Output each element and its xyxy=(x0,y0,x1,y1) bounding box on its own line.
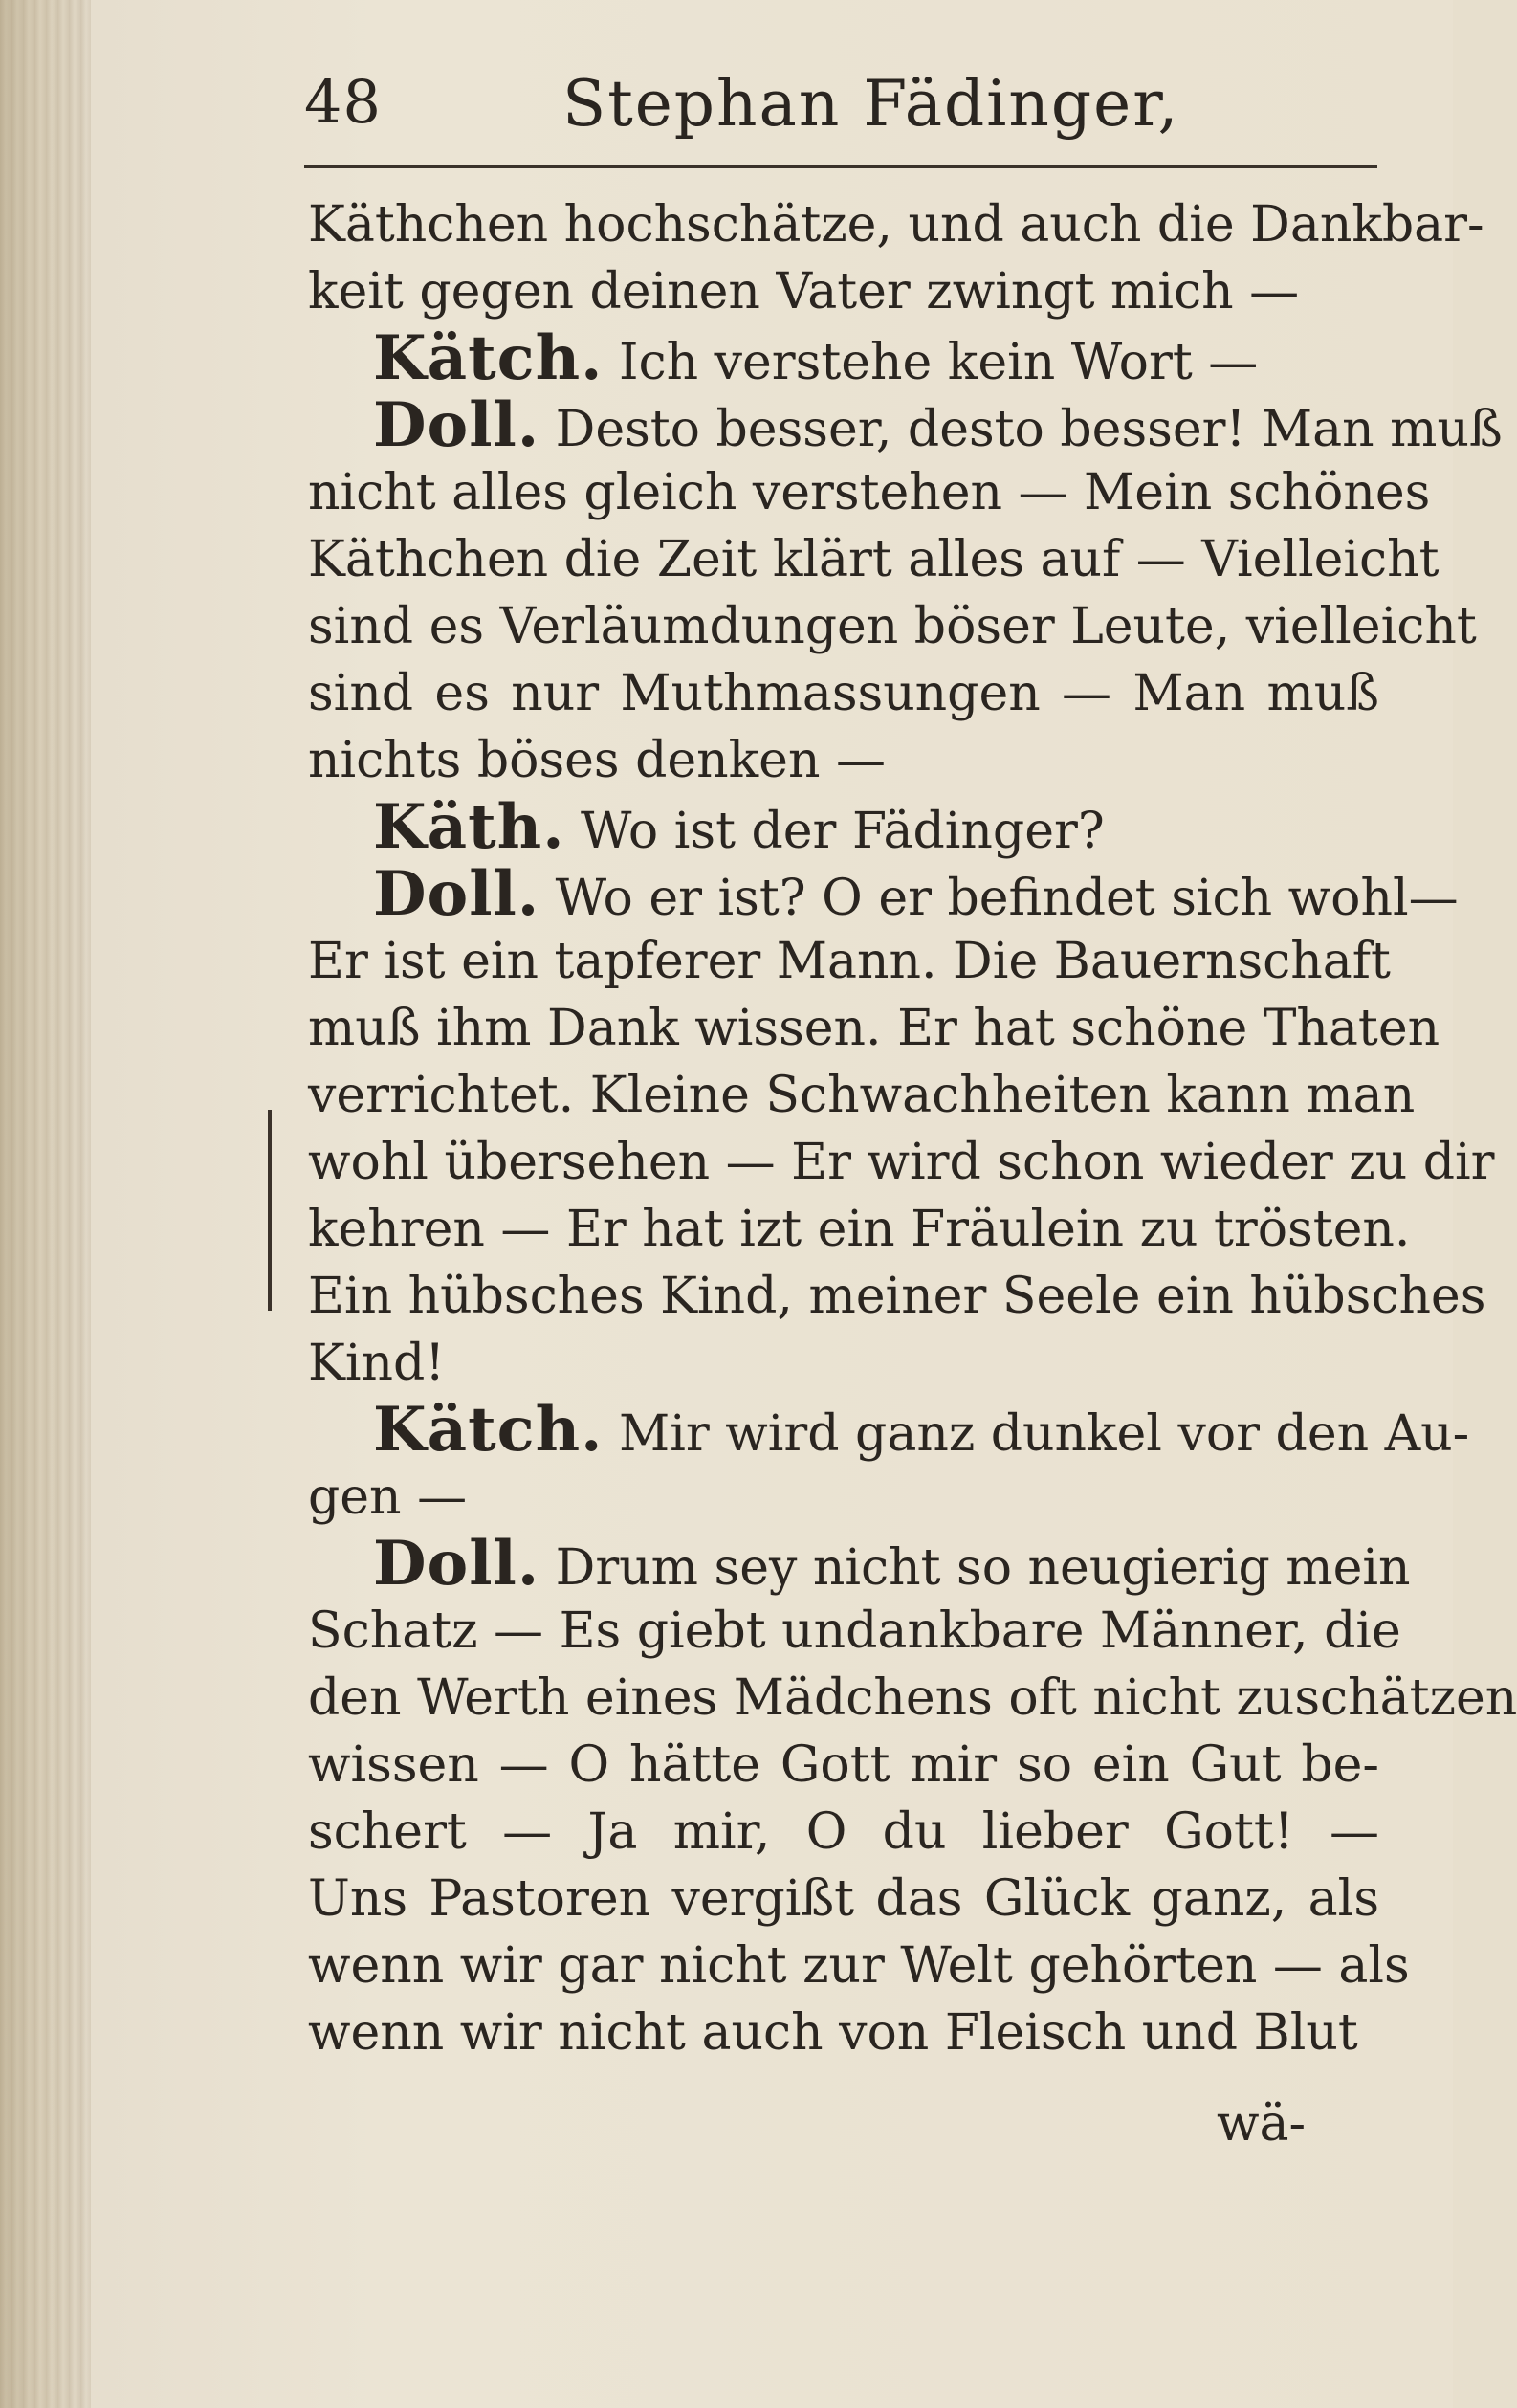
text-line xyxy=(308,660,1379,727)
text-line xyxy=(308,459,1431,526)
line-text: wenn wir gar nicht zur Welt gehörten — als xyxy=(308,1937,1410,1995)
text-line xyxy=(308,1464,1379,1531)
line-text: Uns Pastoren vergißt das Glück ganz, als xyxy=(308,1870,1379,1928)
line-text: wissen — O hätte Gott mir so ein Gut be- xyxy=(308,1736,1379,1794)
speaker-name: Doll. xyxy=(373,858,540,930)
line-text: nicht alles gleich verstehen — Mein schönes xyxy=(308,464,1431,521)
text-line xyxy=(308,1129,1495,1196)
text-line xyxy=(308,1330,1379,1397)
line-text: Käthchen hochschätze, und auch die Dankbar- xyxy=(308,196,1484,254)
margin-bracket xyxy=(268,1110,272,1311)
line-text: Er ist ein tapferer Mann. Die Bauernschaft xyxy=(308,933,1391,990)
line-text: keit gegen deinen Vater zwingt mich — xyxy=(308,263,1300,320)
text-line xyxy=(308,322,1379,394)
line-text: kehren — Er hat izt ein Fräulein zu trösten. xyxy=(308,1201,1411,1258)
text-line xyxy=(308,995,1440,1062)
speaker-name: Kätch. xyxy=(373,1394,604,1466)
text-line xyxy=(308,791,1379,863)
catchword: wä- xyxy=(1217,2095,1307,2153)
line-text: Desto besser, desto besser! Man muß xyxy=(555,401,1503,458)
line-text: den Werth eines Mädchens oft nicht zuschätzen xyxy=(308,1669,1517,1727)
text-line xyxy=(308,1933,1410,1999)
text-line xyxy=(308,1866,1379,1933)
text-line xyxy=(308,1528,1411,1600)
speaker-name: Doll. xyxy=(373,1528,540,1600)
page-number: 48 xyxy=(304,67,382,137)
text-line xyxy=(308,526,1440,593)
binding-gutter xyxy=(0,0,91,2408)
line-text: schert — Ja mir, O du lieber Gott! — xyxy=(308,1803,1379,1861)
line-text: Ein hübsches Kind, meiner Seele ein hübsches xyxy=(308,1268,1486,1325)
header-rule xyxy=(304,165,1377,168)
line-text: sind es Verläumdungen böser Leute, vielleicht xyxy=(308,598,1477,655)
text-line xyxy=(308,928,1391,995)
text-line xyxy=(308,1196,1411,1263)
page-header xyxy=(304,67,1377,153)
text-line xyxy=(308,858,1459,930)
text-line xyxy=(308,727,1379,794)
line-text: wohl übersehen — Er wird schon wieder zu dir xyxy=(308,1134,1495,1191)
line-text: Schatz — Es giebt undankbare Männer, die xyxy=(308,1602,1401,1660)
text-line xyxy=(308,1732,1379,1799)
line-text: Käthchen die Zeit klärt alles auf — Vielleicht xyxy=(308,531,1440,588)
line-text: Wo er ist? O er befindet sich wohl— xyxy=(555,870,1459,927)
line-text: Kind! xyxy=(308,1335,446,1392)
line-text: gen — xyxy=(308,1469,468,1526)
line-text: wenn wir nicht auch von Fleisch und Blut xyxy=(308,2004,1358,2062)
text-line xyxy=(308,389,1503,461)
text-line xyxy=(308,258,1379,325)
text-line xyxy=(308,1394,1470,1466)
text-line xyxy=(308,1598,1401,1665)
line-text: Ich verstehe kein Wort — xyxy=(618,334,1259,391)
line-text: nichts böses denken — xyxy=(308,732,886,789)
text-line xyxy=(308,1665,1517,1732)
text-line xyxy=(308,593,1477,660)
line-text: Wo ist der Fädinger? xyxy=(581,803,1105,860)
speaker-name: Kätch. xyxy=(373,322,604,394)
line-text: Drum sey nicht so neugierig mein xyxy=(555,1539,1411,1597)
text-line xyxy=(308,1999,1379,2066)
text-line xyxy=(308,1062,1416,1129)
speaker-name: Doll. xyxy=(373,389,540,461)
line-text: sind es nur Muthmassungen — Man muß xyxy=(308,665,1379,722)
line-text: muß ihm Dank wissen. Er hat schöne Thaten xyxy=(308,1000,1440,1057)
text-line xyxy=(308,191,1484,258)
line-text: Mir wird ganz dunkel vor den Au- xyxy=(618,1405,1470,1463)
text-line xyxy=(308,1799,1379,1866)
body-text xyxy=(308,191,1517,2066)
running-title: Stephan Fädinger, xyxy=(562,67,1180,141)
speaker-name: Käth. xyxy=(373,791,565,863)
line-text: verrichtet. Kleine Schwachheiten kann man xyxy=(308,1067,1416,1124)
text-line xyxy=(308,1263,1486,1330)
